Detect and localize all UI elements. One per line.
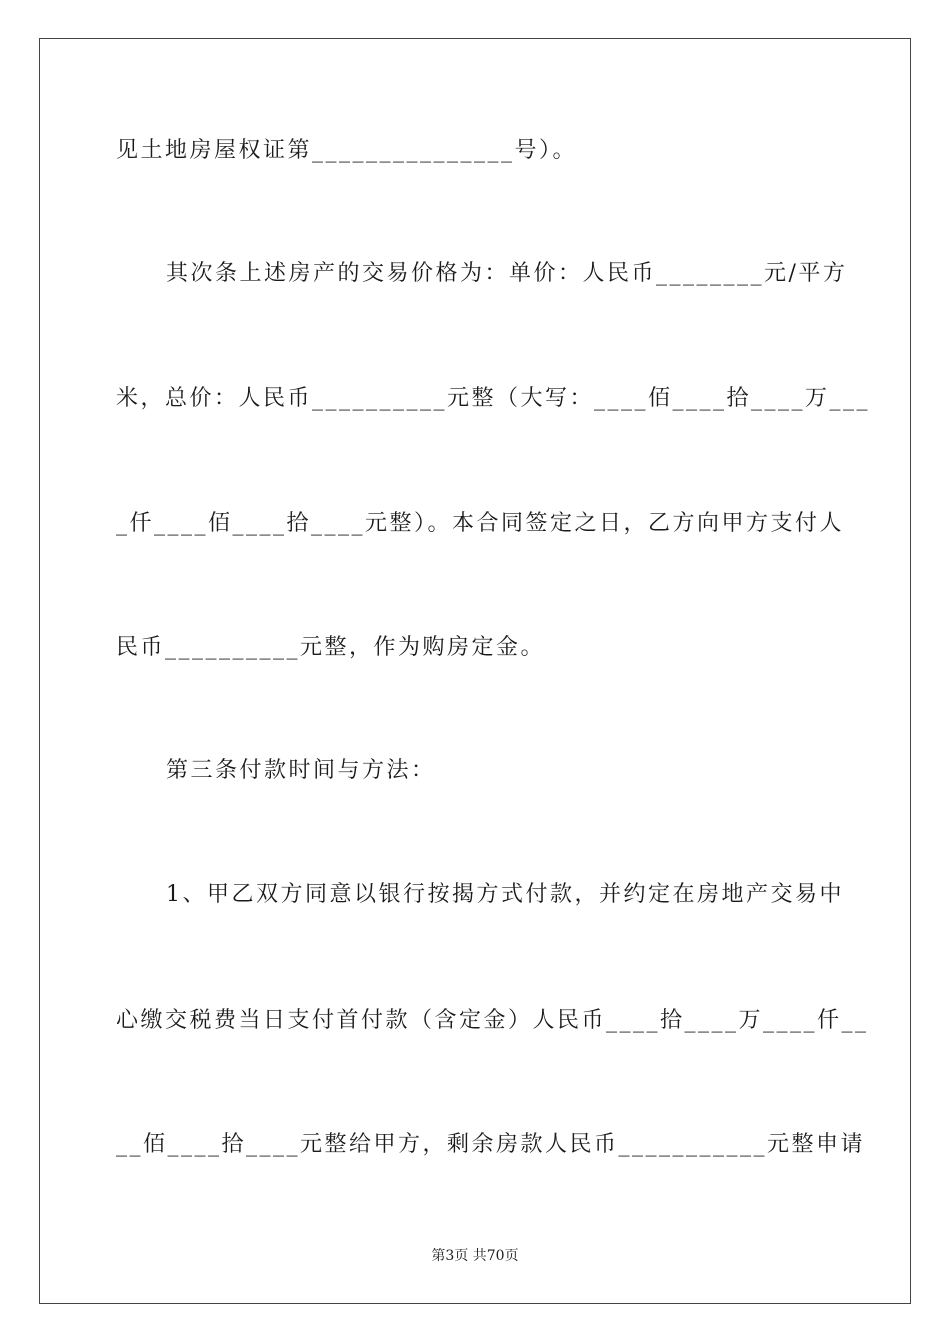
document-text-line: 民币__________元整，作为购房定金。 — [116, 635, 546, 660]
section-heading: 第三条付款时间与方法： — [166, 758, 436, 783]
page-number-footer: 第3页 共70页 — [431, 1248, 519, 1264]
page-border — [39, 38, 911, 1304]
document-text-line: 见土地房屋权证第_______________号）。 — [116, 138, 578, 163]
document-text-line: __佰____拾____元整给甲方，剩余房款人民币___________元整申请 — [116, 1132, 866, 1157]
document-text-line: 米，总价：人民币__________元整（大写：____佰____拾____万___ — [116, 386, 871, 411]
document-text-line: 心缴交税费当日支付首付款（含定金）人民币____拾____万____仟__ — [116, 1008, 869, 1033]
document-text-line: 1、甲乙双方同意以银行按揭方式付款，并约定在房地产交易中 — [166, 882, 844, 907]
document-text-line: _仟____佰____拾____元整）。本合同签定之日，乙方向甲方支付人 — [116, 511, 845, 536]
document-text-line: 其次条上述房产的交易价格为：单价：人民币________元/平方 — [166, 261, 848, 286]
